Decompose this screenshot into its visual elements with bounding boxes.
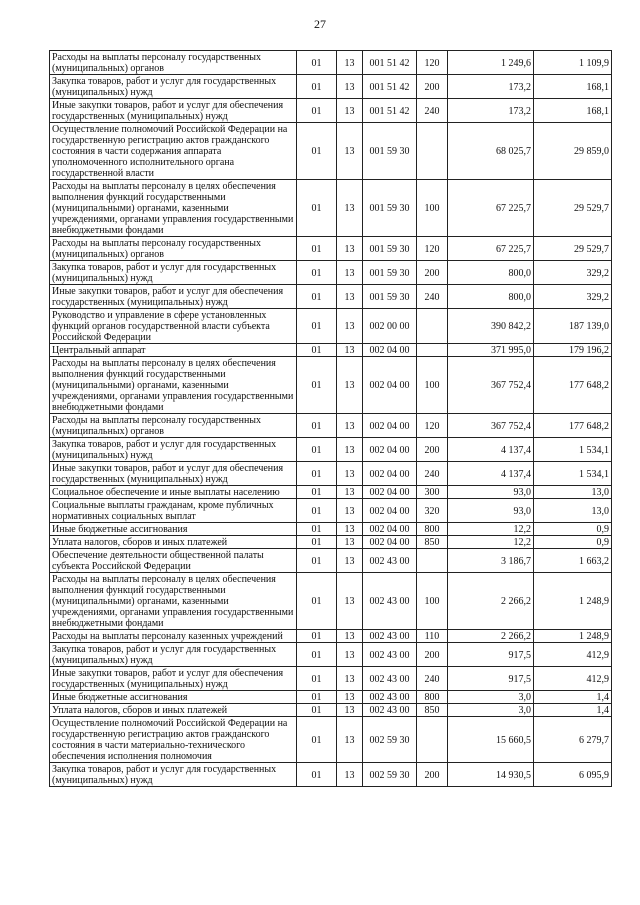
target-article-cell: 002 43 00 <box>363 549 417 573</box>
amount-1-cell: 800,0 <box>448 285 534 309</box>
section-code-cell: 01 <box>297 486 337 499</box>
amount-1-cell: 14 930,5 <box>448 763 534 787</box>
expense-type-cell: 100 <box>417 357 448 414</box>
target-article-cell: 002 04 00 <box>363 462 417 486</box>
amount-2-cell: 13,0 <box>534 486 612 499</box>
amount-1-cell: 1 249,6 <box>448 51 534 75</box>
table-row <box>50 309 612 344</box>
expense-type-cell: 100 <box>417 180 448 237</box>
subsection-code-cell: 13 <box>337 438 363 462</box>
target-article-cell: 002 04 00 <box>363 486 417 499</box>
section-code-cell: 01 <box>297 99 337 123</box>
amount-2-cell: 13,0 <box>534 499 612 523</box>
amount-2-cell: 6 095,9 <box>534 763 612 787</box>
amount-1-cell: 173,2 <box>448 99 534 123</box>
section-code-cell: 01 <box>297 438 337 462</box>
expense-type-cell: 120 <box>417 51 448 75</box>
amount-1-cell: 3 186,7 <box>448 549 534 573</box>
target-article-cell: 002 04 00 <box>363 357 417 414</box>
subsection-code-cell: 13 <box>337 763 363 787</box>
subsection-code-cell: 13 <box>337 691 363 704</box>
expense-type-cell: 110 <box>417 630 448 643</box>
target-article-cell: 002 43 00 <box>363 643 417 667</box>
expense-name-cell: Иные закупки товаров, работ и услуг для обеспечения государственных (муниципальных) нужд <box>50 285 297 309</box>
amount-1-cell: 4 137,4 <box>448 438 534 462</box>
section-code-cell: 01 <box>297 285 337 309</box>
amount-1-cell: 67 225,7 <box>448 180 534 237</box>
amount-1-cell: 173,2 <box>448 75 534 99</box>
expense-name-cell: Уплата налогов, сборов и иных платежей <box>50 704 297 717</box>
expense-type-cell: 800 <box>417 691 448 704</box>
expense-name-cell: Расходы на выплаты персоналу государственных (муниципальных) органов <box>50 51 297 75</box>
subsection-code-cell: 13 <box>337 499 363 523</box>
amount-1-cell: 15 660,5 <box>448 717 534 763</box>
target-article-cell: 001 59 30 <box>363 237 417 261</box>
subsection-code-cell: 13 <box>337 462 363 486</box>
expense-name-cell: Расходы на выплаты персоналу в целях обеспечения выполнения функций государственными (муниципальными) органами, казенными учреждениями, органами управления государственными внебюджетными фондами <box>50 357 297 414</box>
target-article-cell: 002 04 00 <box>363 523 417 536</box>
table-row <box>50 643 612 667</box>
expense-type-cell: 240 <box>417 462 448 486</box>
amount-2-cell: 1 663,2 <box>534 549 612 573</box>
table-row <box>50 438 612 462</box>
expense-name-cell: Центральный аппарат <box>50 344 297 357</box>
section-code-cell: 01 <box>297 499 337 523</box>
amount-1-cell: 367 752,4 <box>448 357 534 414</box>
amount-2-cell: 1,4 <box>534 704 612 717</box>
section-code-cell: 01 <box>297 462 337 486</box>
amount-2-cell: 1 534,1 <box>534 462 612 486</box>
amount-1-cell: 371 995,0 <box>448 344 534 357</box>
table-row <box>50 667 612 691</box>
amount-2-cell: 168,1 <box>534 75 612 99</box>
table-row <box>50 523 612 536</box>
amount-2-cell: 1 109,9 <box>534 51 612 75</box>
expense-name-cell: Иные закупки товаров, работ и услуг для обеспечения государственных (муниципальных) нужд <box>50 462 297 486</box>
expense-type-cell: 300 <box>417 486 448 499</box>
amount-1-cell: 2 266,2 <box>448 630 534 643</box>
expense-type-cell: 850 <box>417 536 448 549</box>
section-code-cell: 01 <box>297 309 337 344</box>
section-code-cell: 01 <box>297 523 337 536</box>
budget-table <box>49 50 612 787</box>
expense-name-cell: Иные бюджетные ассигнования <box>50 691 297 704</box>
target-article-cell: 002 59 30 <box>363 717 417 763</box>
amount-2-cell: 0,9 <box>534 523 612 536</box>
table-row <box>50 344 612 357</box>
expense-name-cell: Иные закупки товаров, работ и услуг для обеспечения государственных (муниципальных) нужд <box>50 667 297 691</box>
amount-2-cell: 1 248,9 <box>534 573 612 630</box>
expense-type-cell: 120 <box>417 414 448 438</box>
amount-2-cell: 329,2 <box>534 285 612 309</box>
amount-1-cell: 2 266,2 <box>448 573 534 630</box>
target-article-cell: 002 04 00 <box>363 536 417 549</box>
section-code-cell: 01 <box>297 763 337 787</box>
subsection-code-cell: 13 <box>337 357 363 414</box>
subsection-code-cell: 13 <box>337 549 363 573</box>
table-row <box>50 462 612 486</box>
section-code-cell: 01 <box>297 643 337 667</box>
subsection-code-cell: 13 <box>337 630 363 643</box>
subsection-code-cell: 13 <box>337 414 363 438</box>
expense-type-cell: 120 <box>417 237 448 261</box>
amount-1-cell: 93,0 <box>448 486 534 499</box>
target-article-cell: 002 04 00 <box>363 438 417 462</box>
subsection-code-cell: 13 <box>337 237 363 261</box>
section-code-cell: 01 <box>297 180 337 237</box>
expense-name-cell: Закупка товаров, работ и услуг для государственных (муниципальных) нужд <box>50 438 297 462</box>
expense-name-cell: Расходы на выплаты персоналу казенных учреждений <box>50 630 297 643</box>
table-row <box>50 414 612 438</box>
expense-type-cell: 200 <box>417 438 448 462</box>
section-code-cell: 01 <box>297 357 337 414</box>
amount-2-cell: 168,1 <box>534 99 612 123</box>
expense-type-cell <box>417 123 448 180</box>
section-code-cell: 01 <box>297 691 337 704</box>
expense-type-cell: 240 <box>417 99 448 123</box>
target-article-cell: 002 43 00 <box>363 573 417 630</box>
table-row <box>50 536 612 549</box>
amount-2-cell: 412,9 <box>534 643 612 667</box>
target-article-cell: 001 59 30 <box>363 261 417 285</box>
expense-type-cell <box>417 344 448 357</box>
target-article-cell: 002 43 00 <box>363 630 417 643</box>
table-row <box>50 763 612 787</box>
table-row <box>50 237 612 261</box>
subsection-code-cell: 13 <box>337 51 363 75</box>
amount-1-cell: 12,2 <box>448 523 534 536</box>
expense-type-cell: 200 <box>417 763 448 787</box>
table-row <box>50 75 612 99</box>
target-article-cell: 002 04 00 <box>363 414 417 438</box>
expense-type-cell: 200 <box>417 75 448 99</box>
amount-1-cell: 917,5 <box>448 643 534 667</box>
amount-1-cell: 12,2 <box>448 536 534 549</box>
expense-name-cell: Расходы на выплаты персоналу в целях обеспечения выполнения функций государственными (муниципальными) органами, казенными учреждениями, органами управления государственными внебюджетными фондами <box>50 573 297 630</box>
amount-2-cell: 29 529,7 <box>534 180 612 237</box>
expense-name-cell: Осуществление полномочий Российской Федерации на государственную регистрацию актов гражданского состояния в части содержания аппарата уполномоченного исполнительного органа государственной власти <box>50 123 297 180</box>
expense-type-cell: 800 <box>417 523 448 536</box>
subsection-code-cell: 13 <box>337 717 363 763</box>
expense-type-cell: 240 <box>417 667 448 691</box>
expense-name-cell: Иные закупки товаров, работ и услуг для обеспечения государственных (муниципальных) нужд <box>50 99 297 123</box>
table-row <box>50 486 612 499</box>
table-row <box>50 704 612 717</box>
expense-name-cell: Социальные выплаты гражданам, кроме публичных нормативных социальных выплат <box>50 499 297 523</box>
subsection-code-cell: 13 <box>337 704 363 717</box>
table-row <box>50 51 612 75</box>
amount-2-cell: 1,4 <box>534 691 612 704</box>
section-code-cell: 01 <box>297 573 337 630</box>
section-code-cell: 01 <box>297 717 337 763</box>
amount-2-cell: 177 648,2 <box>534 414 612 438</box>
subsection-code-cell: 13 <box>337 536 363 549</box>
amount-1-cell: 800,0 <box>448 261 534 285</box>
target-article-cell: 001 51 42 <box>363 51 417 75</box>
amount-1-cell: 917,5 <box>448 667 534 691</box>
amount-2-cell: 29 529,7 <box>534 237 612 261</box>
section-code-cell: 01 <box>297 704 337 717</box>
target-article-cell: 002 00 00 <box>363 309 417 344</box>
section-code-cell: 01 <box>297 630 337 643</box>
expense-name-cell: Осуществление полномочий Российской Федерации на государственную регистрацию актов гражданского состояния в части материально-технического обеспечения исполнения полномочия <box>50 717 297 763</box>
target-article-cell: 001 59 30 <box>363 285 417 309</box>
amount-1-cell: 4 137,4 <box>448 462 534 486</box>
amount-2-cell: 1 248,9 <box>534 630 612 643</box>
section-code-cell: 01 <box>297 344 337 357</box>
section-code-cell: 01 <box>297 536 337 549</box>
section-code-cell: 01 <box>297 75 337 99</box>
amount-2-cell: 329,2 <box>534 261 612 285</box>
subsection-code-cell: 13 <box>337 309 363 344</box>
section-code-cell: 01 <box>297 123 337 180</box>
section-code-cell: 01 <box>297 237 337 261</box>
expense-name-cell: Расходы на выплаты персоналу государственных (муниципальных) органов <box>50 237 297 261</box>
amount-2-cell: 29 859,0 <box>534 123 612 180</box>
subsection-code-cell: 13 <box>337 285 363 309</box>
target-article-cell: 001 51 42 <box>363 75 417 99</box>
section-code-cell: 01 <box>297 549 337 573</box>
subsection-code-cell: 13 <box>337 180 363 237</box>
subsection-code-cell: 13 <box>337 486 363 499</box>
target-article-cell: 002 43 00 <box>363 691 417 704</box>
target-article-cell: 001 59 30 <box>363 123 417 180</box>
expense-name-cell: Уплата налогов, сборов и иных платежей <box>50 536 297 549</box>
amount-1-cell: 390 842,2 <box>448 309 534 344</box>
amount-2-cell: 1 534,1 <box>534 438 612 462</box>
expense-name-cell: Расходы на выплаты персоналу государственных (муниципальных) органов <box>50 414 297 438</box>
expense-name-cell: Руководство и управление в сфере установленных функций органов государственной власти субъекта Российской Федерации <box>50 309 297 344</box>
table-row <box>50 99 612 123</box>
subsection-code-cell: 13 <box>337 573 363 630</box>
amount-1-cell: 93,0 <box>448 499 534 523</box>
expense-type-cell: 320 <box>417 499 448 523</box>
table-row <box>50 717 612 763</box>
target-article-cell: 002 59 30 <box>363 763 417 787</box>
expense-type-cell <box>417 717 448 763</box>
expense-name-cell: Обеспечение деятельности общественной палаты субъекта Российской Федерации <box>50 549 297 573</box>
subsection-code-cell: 13 <box>337 261 363 285</box>
expense-type-cell <box>417 549 448 573</box>
subsection-code-cell: 13 <box>337 643 363 667</box>
subsection-code-cell: 13 <box>337 344 363 357</box>
amount-2-cell: 6 279,7 <box>534 717 612 763</box>
section-code-cell: 01 <box>297 414 337 438</box>
table-row <box>50 261 612 285</box>
target-article-cell: 002 43 00 <box>363 704 417 717</box>
expense-name-cell: Расходы на выплаты персоналу в целях обеспечения выполнения функций государственными (муниципальными) органами, казенными учреждениями, органами управления государственными внебюджетными фондами <box>50 180 297 237</box>
expense-name-cell: Закупка товаров, работ и услуг для государственных (муниципальных) нужд <box>50 75 297 99</box>
target-article-cell: 002 04 00 <box>363 344 417 357</box>
table-row <box>50 499 612 523</box>
amount-2-cell: 177 648,2 <box>534 357 612 414</box>
expense-type-cell: 240 <box>417 285 448 309</box>
amount-1-cell: 3,0 <box>448 704 534 717</box>
expense-type-cell: 850 <box>417 704 448 717</box>
expense-name-cell: Закупка товаров, работ и услуг для государственных (муниципальных) нужд <box>50 261 297 285</box>
amount-1-cell: 3,0 <box>448 691 534 704</box>
section-code-cell: 01 <box>297 51 337 75</box>
subsection-code-cell: 13 <box>337 99 363 123</box>
expense-type-cell <box>417 309 448 344</box>
expense-name-cell: Социальное обеспечение и иные выплаты населению <box>50 486 297 499</box>
subsection-code-cell: 13 <box>337 123 363 180</box>
table-row <box>50 573 612 630</box>
table-row <box>50 285 612 309</box>
amount-1-cell: 67 225,7 <box>448 237 534 261</box>
amount-2-cell: 179 196,2 <box>534 344 612 357</box>
table-row <box>50 630 612 643</box>
page-number: 27 <box>314 17 326 31</box>
expense-type-cell: 200 <box>417 643 448 667</box>
section-code-cell: 01 <box>297 667 337 691</box>
target-article-cell: 001 51 42 <box>363 99 417 123</box>
subsection-code-cell: 13 <box>337 75 363 99</box>
amount-2-cell: 187 139,0 <box>534 309 612 344</box>
table-row <box>50 691 612 704</box>
amount-2-cell: 412,9 <box>534 667 612 691</box>
amount-1-cell: 68 025,7 <box>448 123 534 180</box>
table-row <box>50 357 612 414</box>
table-row <box>50 549 612 573</box>
table-row <box>50 180 612 237</box>
expense-type-cell: 200 <box>417 261 448 285</box>
subsection-code-cell: 13 <box>337 523 363 536</box>
table-body <box>50 51 612 787</box>
expense-name-cell: Иные бюджетные ассигнования <box>50 523 297 536</box>
target-article-cell: 002 04 00 <box>363 499 417 523</box>
amount-1-cell: 367 752,4 <box>448 414 534 438</box>
amount-2-cell: 0,9 <box>534 536 612 549</box>
subsection-code-cell: 13 <box>337 667 363 691</box>
expense-name-cell: Закупка товаров, работ и услуг для государственных (муниципальных) нужд <box>50 763 297 787</box>
table-row <box>50 123 612 180</box>
target-article-cell: 001 59 30 <box>363 180 417 237</box>
expense-name-cell: Закупка товаров, работ и услуг для государственных (муниципальных) нужд <box>50 643 297 667</box>
expense-type-cell: 100 <box>417 573 448 630</box>
section-code-cell: 01 <box>297 261 337 285</box>
target-article-cell: 002 43 00 <box>363 667 417 691</box>
